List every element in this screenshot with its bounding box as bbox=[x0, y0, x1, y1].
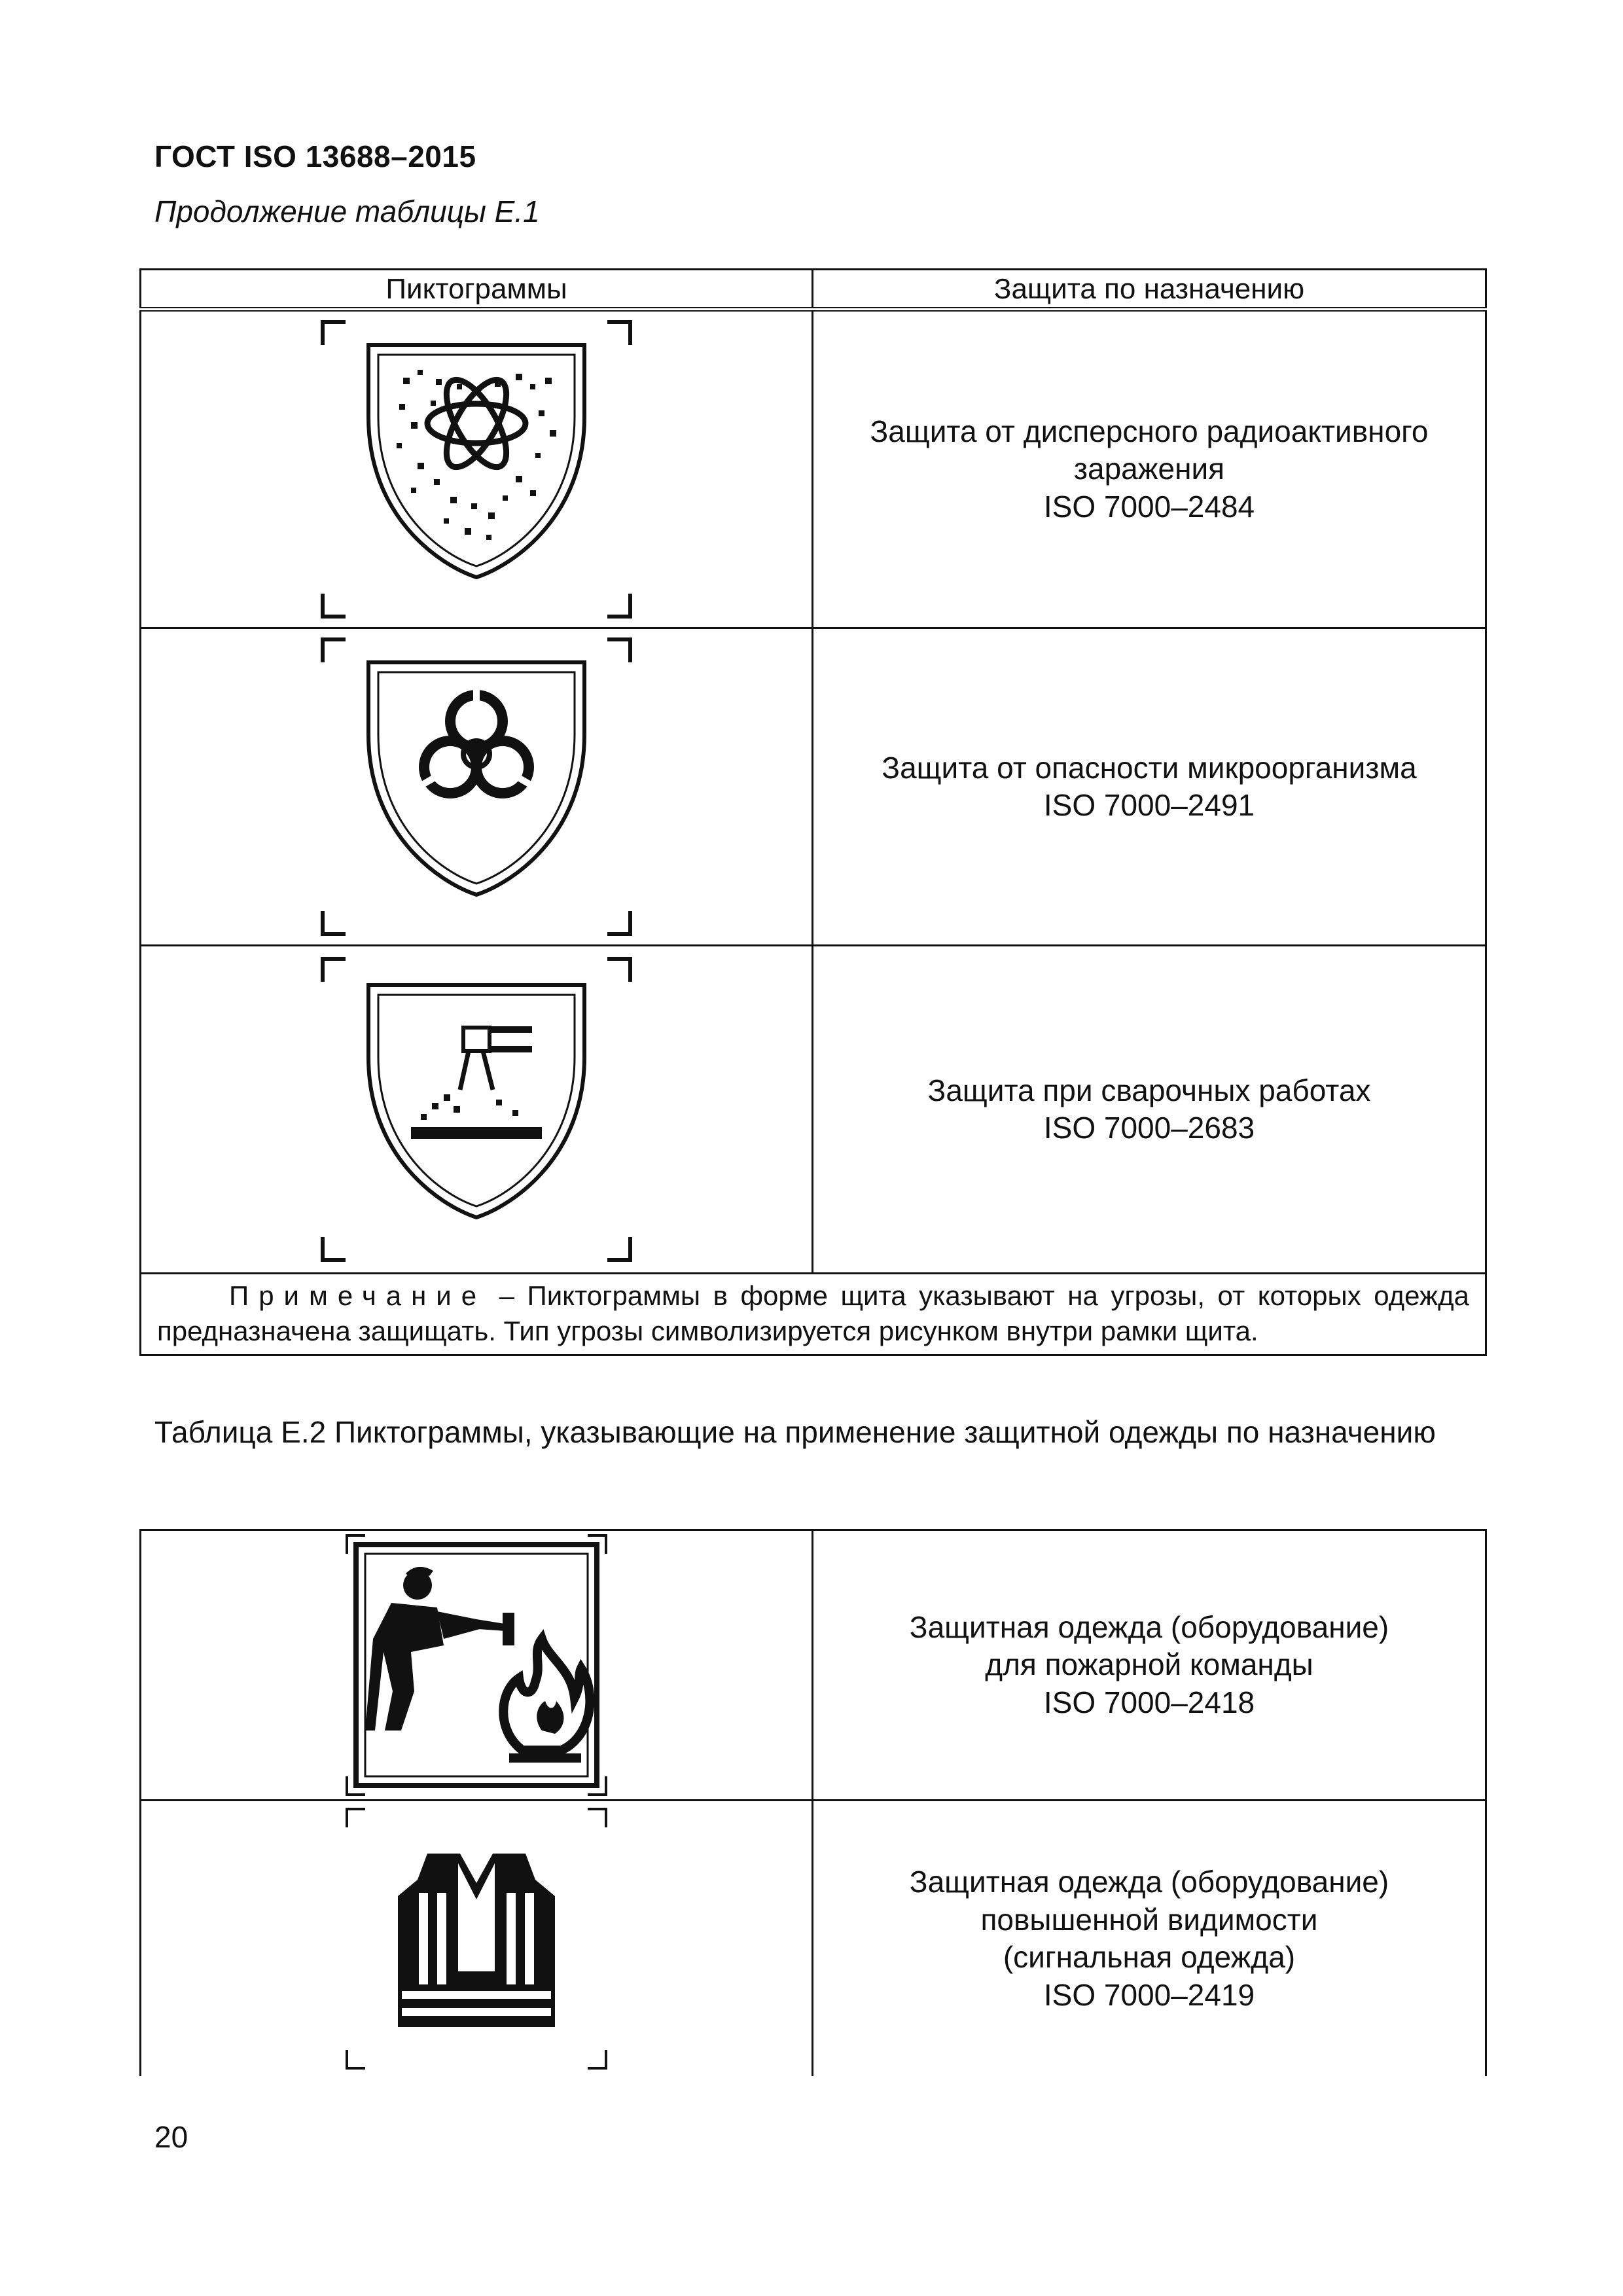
table-continuation-label: Продолжение таблицы Е.1 bbox=[154, 194, 540, 228]
pictogram-cell bbox=[141, 1530, 813, 1801]
table-e2 bbox=[139, 1529, 1487, 2076]
column-header-purpose: Защита по назначению bbox=[813, 270, 1486, 310]
high-visibility-vest-icon bbox=[346, 1808, 607, 2070]
firefighter-icon bbox=[346, 1534, 607, 1796]
table-row bbox=[141, 1801, 1486, 2077]
purpose-text: Защита от опасности микроорганизма bbox=[882, 750, 1417, 785]
note-label: Примечание bbox=[229, 1280, 487, 1311]
pictogram-cell bbox=[141, 946, 813, 1274]
purpose-text: повышенной видимости bbox=[980, 1902, 1318, 1937]
document-code: ГОСТ ISO 13688–2015 bbox=[154, 139, 476, 173]
note-row bbox=[141, 1274, 1486, 1355]
purpose-text: Защитная одежда (оборудование) bbox=[909, 1865, 1389, 1899]
table-row bbox=[141, 1530, 1486, 1801]
iso-reference: ISO 7000–2484 bbox=[1043, 489, 1255, 524]
purpose-cell bbox=[813, 628, 1486, 946]
table-row bbox=[141, 946, 1486, 1274]
purpose-text: Защита при сварочных работах bbox=[927, 1073, 1371, 1107]
pictogram-cell bbox=[141, 1801, 813, 2077]
purpose-text: заражения bbox=[1073, 452, 1225, 486]
column-header-pictograms: Пиктограммы bbox=[141, 270, 813, 310]
iso-reference: ISO 7000–2419 bbox=[1043, 1977, 1255, 2012]
radioactive-contamination-shield-icon bbox=[319, 319, 633, 620]
table-row bbox=[141, 310, 1486, 628]
table-e2-caption: Таблица Е.2 Пиктограммы, указывающие на применение защитной одежды по назначению bbox=[154, 1415, 1436, 1449]
iso-reference: ISO 7000–2491 bbox=[1043, 788, 1255, 822]
note-text: – Пиктограммы в форме щита указывают на угрозы, от которых одежда предназначена защищать. Тип угрозы символизируется рисунком внутри рамки щита. bbox=[157, 1280, 1470, 1346]
biohazard-shield-icon bbox=[319, 636, 633, 937]
page-number: 20 bbox=[154, 2120, 188, 2154]
purpose-cell bbox=[813, 1530, 1486, 1801]
pictogram-cell bbox=[141, 310, 813, 628]
purpose-text: для пожарной команды bbox=[985, 1647, 1313, 1682]
welding-shield-icon bbox=[319, 956, 633, 1263]
purpose-cell bbox=[813, 1801, 1486, 2077]
iso-reference: ISO 7000–2683 bbox=[1043, 1111, 1255, 1145]
purpose-text: (сигнальная одежда) bbox=[1003, 1940, 1296, 1974]
table-e1 bbox=[139, 268, 1487, 1356]
iso-reference: ISO 7000–2418 bbox=[1043, 1685, 1255, 1719]
note-cell bbox=[141, 1274, 1486, 1355]
table-header-row bbox=[141, 270, 1486, 310]
purpose-cell bbox=[813, 946, 1486, 1274]
purpose-text: Защита от дисперсного радиоактивного bbox=[870, 414, 1429, 448]
table-row bbox=[141, 628, 1486, 946]
purpose-cell bbox=[813, 310, 1486, 628]
purpose-text: Защитная одежда (оборудование) bbox=[909, 1609, 1389, 1644]
pictogram-cell bbox=[141, 628, 813, 946]
